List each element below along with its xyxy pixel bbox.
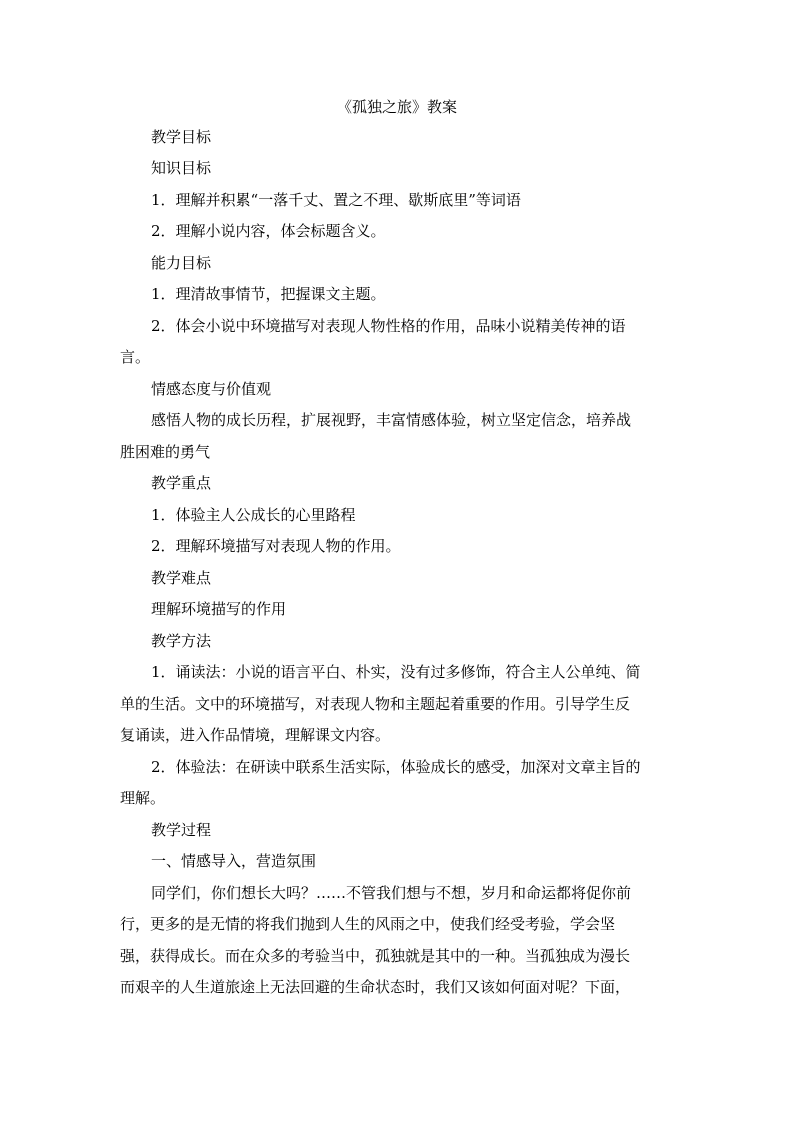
document-title: 《孤独之旅》教案 [336,98,457,116]
paragraph-line: 单的生活。文中的环境描写，对表现人物和主题起着重要的作用。引导学生反 [120,695,631,713]
list-item-continuation: 理解。 [120,789,166,807]
heading-teaching-objectives: 教学目标 [151,128,212,146]
heading-ability-objectives: 能力目标 [151,254,212,272]
paragraph-line: 复诵读，进入作品情境，理解课文内容。 [120,726,391,744]
list-item: 1．理清故事情节，把握课文主题。 [151,285,386,303]
paragraph-line: 同学们，你们想长大吗？……不管我们想与不想，岁月和命运都将促你前 [151,884,632,902]
list-item: 1．体验主人公成长的心里路程 [151,506,356,524]
list-item: 2．体验法：在研读中联系生活实际，体验成长的感受，加深对文章主旨的 [151,758,641,776]
paragraph-line: 行，更多的是无情的将我们抛到人生的风雨之中，使我们经受考验，学会坚 [120,915,616,933]
paragraph-line: 胜困难的勇气 [120,443,211,461]
heading-emotion-values: 情感态度与价值观 [151,380,272,398]
list-item: 2．理解小说内容，体会标题含义。 [151,222,386,240]
paragraph-line: 而艰辛的人生道旅途上无法回避的生命状态时，我们又该如何面对呢？下面， [120,978,631,996]
list-item: 1．理解并积累“一落千丈、置之不理、歇斯底里”等词语 [151,191,521,209]
list-item-continuation: 言。 [120,348,151,366]
paragraph-line: 感悟人物的成长历程，扩展视野，丰富情感体验，树立坚定信念，培养战 [151,411,632,429]
heading-knowledge-objectives: 知识目标 [151,159,212,177]
heading-teaching-process: 教学过程 [151,821,212,839]
list-item: 2．理解环境描写对表现人物的作用。 [151,537,401,555]
paragraph-line: 理解环境描写的作用 [151,600,287,618]
heading-teaching-methods: 教学方法 [151,632,212,650]
heading-teaching-focus: 教学重点 [151,474,212,492]
paragraph-line: 强，获得成长。而在众多的考验当中，孤独就是其中的一种。当孤独成为漫长 [120,947,631,965]
heading-teaching-difficulty: 教学难点 [151,569,212,587]
section-heading: 一、情感导入，营造氛围 [151,852,317,870]
list-item: 2．体会小说中环境描写对表现人物性格的作用，品味小说精美传神的语 [151,317,626,335]
list-item: 1．诵读法：小说的语言平白、朴实，没有过多修饰，符合主人公单纯、简 [151,663,641,681]
